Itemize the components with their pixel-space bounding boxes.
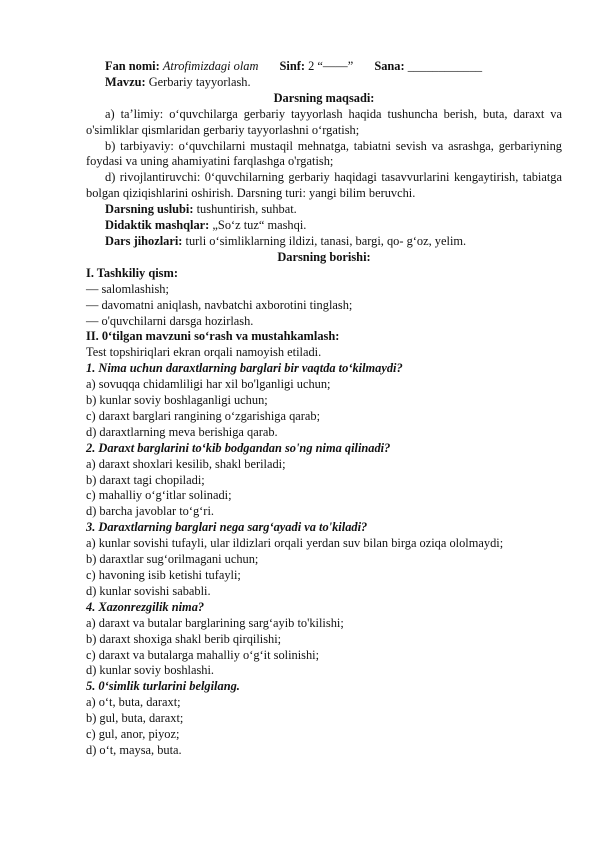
goal-upbringing: b) tarbiyaviy: o‘quvchilarni mustaqil mehnatga, tabiatni sevish va asrashga, gerbariyning foydasi va uning ahamiyatini farqlashga o'rgatish; — [86, 138, 562, 169]
grade-label: Sinf: — [279, 59, 306, 73]
answer-option: c) daraxt va butalarga mahalliy o‘g‘it solinishi; — [86, 647, 320, 662]
exercise-line — [86, 218, 562, 234]
question-1: 1. Nima uchun daraxtlarning barglari bir vaqtda to‘kilmaydi? — [86, 361, 403, 376]
answer-option: d) daraxtlarning meva berishiga qarab. — [86, 424, 278, 439]
answer-option: b) kunlar soviy boshlaganligi uchun; — [86, 393, 268, 408]
question-2: 2. Daraxt barglarini to‘kib bodgandan so'ng nima qilinadi? — [86, 440, 391, 455]
topic-line — [86, 75, 562, 91]
answer-option: d) kunlar soviy boshlashi. — [86, 663, 215, 678]
answer-option: c) gul, anor, piyoz; — [86, 727, 180, 742]
answer-option: a) daraxt va butalar barglarining sarg‘ayib to'kilishi; — [86, 615, 344, 630]
flow-title: Darsning borishi: — [277, 249, 371, 264]
exercise-label: Didaktik mashqlar: — [105, 218, 210, 233]
answer-option: a) sovuqqa chidamliligi har xil bo'lganligi uchun; — [86, 377, 331, 392]
goal-educational: a) ta’limiy: o‘quvchilarga gerbariy tayyorlash haqida tushuncha berish, buta, daraxt va o'simliklar qismlaridan gerbariy tayyorlashni o‘rgatish; — [86, 106, 562, 137]
lesson-plan-page — [86, 59, 562, 759]
answer-option: b) daraxtlar sug‘orilmagani uchun; — [86, 552, 259, 567]
answer-option: b) daraxt shoxiga shakl berib qirqilishi; — [86, 631, 282, 646]
method-line — [86, 202, 562, 218]
section1-title: I. Tashkiliy qism: — [86, 265, 178, 280]
header-line — [86, 59, 562, 75]
topic-value: Gerbariy tayyorlash. — [148, 74, 251, 89]
topic-label: Mavzu: — [105, 74, 146, 89]
question-5: 5. 0‘simlik turlarini belgilang. — [86, 679, 240, 694]
equipment-value: turli o‘simliklarning ildizi, tanasi, bargi, qo- g‘oz, yelim. — [185, 233, 467, 248]
answer-option: c) mahalliy o‘g‘itlar solinadi; — [86, 488, 232, 503]
date-label: Sana: — [374, 59, 405, 73]
equipment-line — [86, 234, 562, 250]
section1-item: — davomatni aniqlash, navbatchi axborotini tinglash; — [86, 297, 353, 312]
answer-option: b) gul, buta, daraxt; — [86, 711, 184, 726]
answer-option: c) havoning isib ketishi tufayli; — [86, 568, 241, 582]
answer-option: d) o‘t, maysa, buta. — [86, 742, 182, 757]
subject-value: Atrofimizdagi olam — [162, 59, 259, 73]
section1-item: — salomlashish; — [86, 281, 169, 296]
answer-option: a) daraxt shoxlari kesilib, shakl beriladi; — [86, 456, 286, 471]
answer-option: b) daraxt tagi chopiladi; — [86, 472, 205, 487]
subject-label: Fan nomi: — [105, 59, 160, 73]
section2-intro: Test topshiriqlari ekran orqali namoyish etiladi. — [86, 345, 322, 360]
method-label: Darsning uslubi: — [105, 202, 194, 217]
question-3: 3. Daraxtlarning barglari nega sarg‘ayadi va to'kiladi? — [86, 520, 368, 535]
answer-option: d) kunlar sovishi sababli. — [86, 583, 211, 598]
goal-developmental: d) rivojlantiruvchi: 0‘quvchilarning gerbariy haqidagi tasavvurlarini kengaytirish, tabiatga bolgan qiziqishlarini oshirish. Darsning turi: yangi bilim beruvchi. — [86, 170, 562, 201]
question-4: 4. Xazonrezgilik nima? — [86, 599, 205, 614]
section1-item: — o'quvchilarni darsga hozirlash. — [86, 313, 254, 328]
answer-option: c) daraxt barglari rangining o‘zgarishiga qarab; — [86, 408, 321, 423]
section2-title: II. 0‘tilgan mavzuni so‘rash va mustahkamlash: — [86, 329, 340, 344]
grade-value: 2 “——” — [308, 59, 354, 73]
goals-title: Darsning maqsadi: — [273, 90, 375, 105]
method-value: tushuntirish, suhbat. — [196, 202, 297, 217]
equipment-label: Dars jihozlari: — [105, 233, 183, 248]
answer-option: a) o‘t, buta, daraxt; — [86, 695, 181, 710]
answer-option: a) kunlar sovishi tufayli, ular ildizlari orqali yerdan suv bilan birga oziqa ololmaydi; — [86, 536, 504, 551]
exercise-value: „So‘z tuz“ mashqi. — [212, 218, 307, 233]
date-value: ____________ — [407, 59, 483, 73]
answer-option: d) barcha javoblar to‘g‘ri. — [86, 504, 214, 519]
